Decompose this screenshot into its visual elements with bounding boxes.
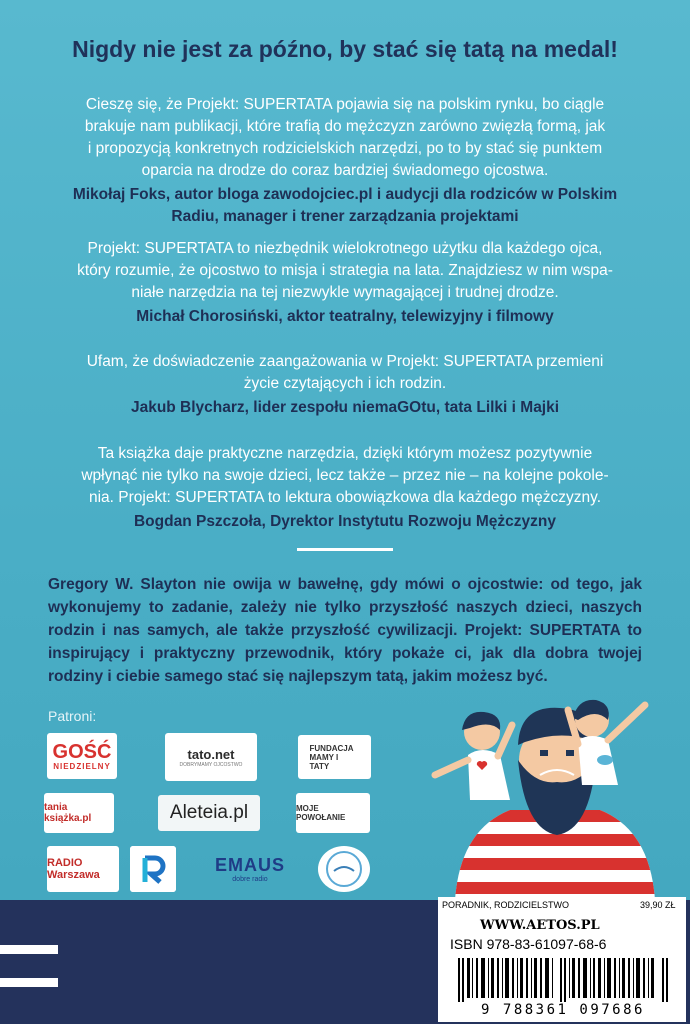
author-line: Mikołaj Foks, autor bloga zawodojciec.pl i audycji dla rodziców w Polskim xyxy=(72,186,618,203)
quote-line: brakuje nam publikacji, które trafią do mężczyzn zarówno zwięzłą formą, jak xyxy=(84,118,606,135)
tania-ksiazka-text: tania książka.pl xyxy=(44,802,92,824)
moje-powolanie-logo xyxy=(296,793,370,833)
quote-line: wpłynąć nie tylko na swoje dzieci, lecz także – przez nie – na kolejne pokole- xyxy=(81,467,609,484)
author-line: Jakub Blycharz, lider zespołu niemaGOtu, tata Lilki i Majki xyxy=(130,399,560,416)
gosc-logo-text: GOŚĆ xyxy=(52,740,112,763)
quote-line: życie czytających i ich rodzin. xyxy=(243,375,447,392)
emaus-logo xyxy=(202,849,298,889)
father-children-illustration xyxy=(400,690,690,900)
book-category: PORADNIK, RODZICIELSTWO xyxy=(442,900,570,910)
quote-line: Ufam, że doświadczenie zaangażowania w Projekt: SUPERTATA przemieni xyxy=(86,353,604,370)
testimonial-1 xyxy=(48,94,642,228)
gosc-niedzielny-logo xyxy=(47,733,117,779)
quote-line: niałe narzędzia na tej niezwykle wymagającej i trudnej drodze. xyxy=(131,284,559,301)
patrons-label: Patroni: xyxy=(48,708,97,724)
barcode-number: 9 788361 097686 xyxy=(481,1002,645,1018)
isbn-number: ISBN 978-83-61097-68-6 xyxy=(450,936,607,952)
testimonial-2 xyxy=(48,238,642,328)
book-price: 39,90 ZŁ xyxy=(640,900,676,910)
radio-r-icon xyxy=(130,846,176,892)
aleteia-text: Aleteia.pl xyxy=(169,802,249,823)
barcode xyxy=(458,958,670,1002)
circle-patron-logo xyxy=(318,846,370,892)
tato-net-logo xyxy=(165,733,257,781)
decorative-stripe xyxy=(0,978,58,987)
author-line: Bogdan Pszczoła, Dyrektor Instytutu Rozwoju Mężczyzny xyxy=(133,513,556,530)
quote-line: i propozycją konkretnych rodzicielskich narzędzi, po to by stać się punktem xyxy=(87,140,603,157)
author-line: Michał Chorosiński, aktor teatralny, telewizyjny i filmowy xyxy=(136,308,554,325)
fundacja-text: FUNDACJA MAMY I TATY xyxy=(309,743,354,771)
decorative-stripe xyxy=(0,945,58,954)
headline: Nigdy nie jest za późno, by stać się tatą na medal! xyxy=(72,36,618,62)
fundacja-mamy-i-taty-logo xyxy=(298,735,371,779)
quote-line: Projekt: SUPERTATA to niezbędnik wielokrotnego użytku dla każdego ojca, xyxy=(87,240,603,257)
radio-warszawa-logo xyxy=(47,846,119,892)
tato-net-subtext: DOBRYMAMY OJCOSTWO xyxy=(179,761,243,768)
gosc-logo-subtext: NIEDZIELNY xyxy=(53,761,111,771)
quote-line: Cieszę się, że Projekt: SUPERTATA pojawia się na polskim rynku, bo ciągle xyxy=(85,96,605,113)
book-summary: Gregory W. Slayton nie owija w bawełnę, gdy mówi o ojcostwie: od tego, jak wykonujemy to zadanie, zależy nie tylko przyszłość naszych dzieci, naszych rodzin i nas samych, ale także przyszłość cywilizacji. Projekt: SUPERTATA to inspirujący i praktyczny przewodnik, który pokaże ci, jak dla dobra twojej rodziny i ciebie samego stać się najlepszym tatą, jakim możesz być. xyxy=(48,576,642,685)
radio-warszawa-text: RADIO Warszawa xyxy=(47,857,100,881)
moje-powolanie-text: MOJE POWOŁANIE xyxy=(296,804,346,822)
quote-line: oparcia na drodze do coraz bardziej świadomego ojcostwa. xyxy=(141,162,549,179)
testimonial-3 xyxy=(48,351,642,419)
emaus-subtext: dobre radio xyxy=(232,876,268,883)
quote-line: Ta książka daje praktyczne narzędzia, dzięki którym możesz pozytywnie xyxy=(97,445,593,462)
tania-ksiazka-logo xyxy=(44,793,114,833)
tato-net-text: tato.net xyxy=(187,746,235,762)
author-line: Radiu, manager i trener zarządzania projektami xyxy=(171,208,519,225)
quote-line: nia. Projekt: SUPERTATA to lektura obowiązkowa dla każdego mężczyzny. xyxy=(88,489,601,506)
testimonial-4 xyxy=(48,443,642,533)
section-divider xyxy=(297,548,393,551)
publisher-website: WWW.AETOS.PL xyxy=(480,918,600,933)
emaus-text: EMAUS xyxy=(214,855,285,875)
quote-line: który rozumie, że ojcostwo to misja i strategia na lata. Znajdziesz w nim wspa- xyxy=(77,262,613,279)
aleteia-logo xyxy=(158,795,260,831)
radio-r-logo xyxy=(130,846,176,892)
handshake-icon xyxy=(324,849,364,889)
